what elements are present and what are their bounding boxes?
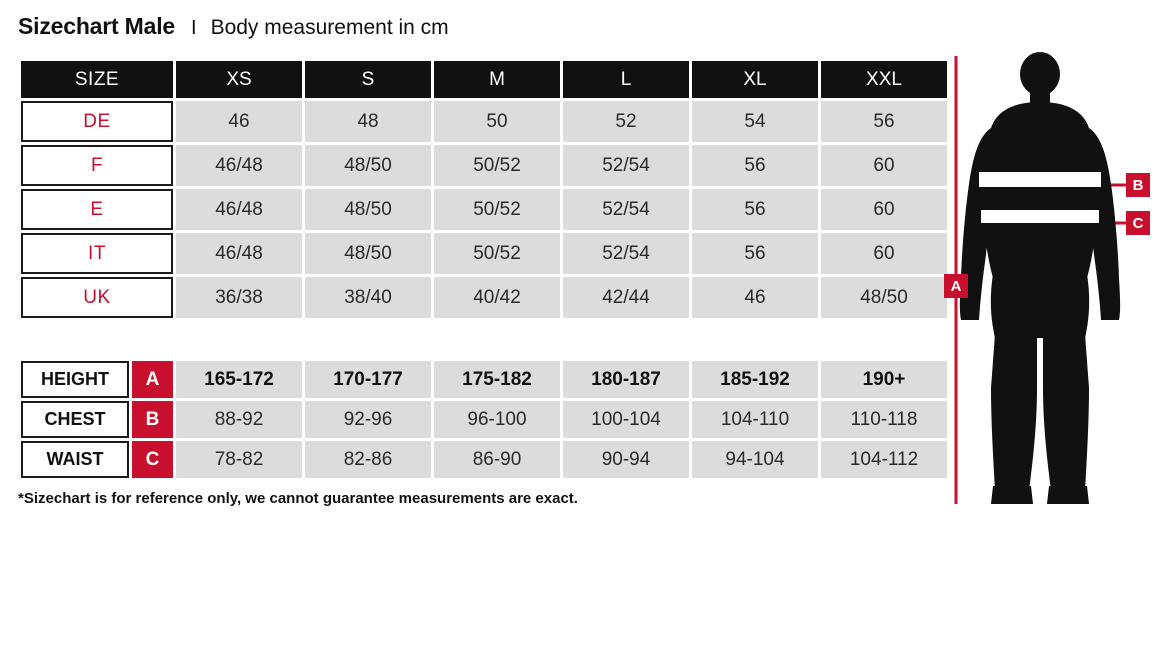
cell-e-xxl: 60: [821, 189, 947, 230]
row-label-f: F: [21, 145, 173, 186]
cell-chest-l: 100-104: [563, 401, 689, 438]
cell-waist-l: 90-94: [563, 441, 689, 478]
cell-height-xl: 185-192: [692, 361, 818, 398]
row-label-it: IT: [21, 233, 173, 274]
table-row: [21, 189, 947, 230]
body-figure: [935, 52, 1160, 522]
cell-uk-l: 42/44: [563, 277, 689, 318]
cell-f-xs: 46/48: [176, 145, 302, 186]
cell-height-xxl: 190+: [821, 361, 947, 398]
page-title-main: Sizechart Male: [18, 13, 175, 39]
table-row: [21, 277, 947, 318]
cell-it-s: 48/50: [305, 233, 431, 274]
measure-label-text: WAIST: [21, 441, 129, 478]
cell-waist-xl: 94-104: [692, 441, 818, 478]
cell-height-s: 170-177: [305, 361, 431, 398]
header-size-l: L: [563, 61, 689, 98]
measure-label-group: [21, 361, 173, 398]
cell-it-l: 52/54: [563, 233, 689, 274]
row-label-uk: UK: [21, 277, 173, 318]
cell-e-m: 50/52: [434, 189, 560, 230]
table-header-row: [21, 61, 947, 98]
cell-it-xl: 56: [692, 233, 818, 274]
measure-badge-a: A: [132, 361, 173, 398]
cell-chest-xs: 88-92: [176, 401, 302, 438]
page-title-subtitle: Body measurement in cm: [210, 16, 449, 39]
figure-marker-a: A: [944, 274, 968, 298]
cell-e-xs: 46/48: [176, 189, 302, 230]
male-body-silhouette-icon: [935, 52, 1160, 522]
row-label-waist: [21, 441, 173, 478]
cell-de-s: 48: [305, 101, 431, 142]
cell-height-xs: 165-172: [176, 361, 302, 398]
cell-uk-xl: 46: [692, 277, 818, 318]
cell-height-m: 175-182: [434, 361, 560, 398]
cell-e-s: 48/50: [305, 189, 431, 230]
cell-it-m: 50/52: [434, 233, 560, 274]
spacer-cell: [21, 321, 947, 358]
cell-e-xl: 56: [692, 189, 818, 230]
figure-marker-b: B: [1126, 173, 1150, 197]
cell-f-l: 52/54: [563, 145, 689, 186]
figure-marker-c: C: [1126, 211, 1150, 235]
header-size-s: S: [305, 61, 431, 98]
row-label-de: DE: [21, 101, 173, 142]
table-row: [21, 145, 947, 186]
cell-uk-xxl: 48/50: [821, 277, 947, 318]
cell-chest-xxl: 110-118: [821, 401, 947, 438]
header-size-xs: XS: [176, 61, 302, 98]
measure-label-text: HEIGHT: [21, 361, 129, 398]
row-label-chest: [21, 401, 173, 438]
header-size-m: M: [434, 61, 560, 98]
cell-chest-m: 96-100: [434, 401, 560, 438]
cell-f-xl: 56: [692, 145, 818, 186]
cell-uk-m: 40/42: [434, 277, 560, 318]
cell-chest-s: 92-96: [305, 401, 431, 438]
cell-f-m: 50/52: [434, 145, 560, 186]
cell-uk-xs: 36/38: [176, 277, 302, 318]
measure-label-group: [21, 441, 173, 478]
cell-uk-s: 38/40: [305, 277, 431, 318]
page-title-separator: I: [191, 17, 197, 39]
row-label-height: [21, 361, 173, 398]
table-row: [21, 101, 947, 142]
cell-it-xxl: 60: [821, 233, 947, 274]
page-title: [18, 13, 449, 40]
cell-e-l: 52/54: [563, 189, 689, 230]
footnote: *Sizechart is for reference only, we cannot guarantee measurements are exact.: [18, 490, 578, 507]
cell-waist-xxl: 104-112: [821, 441, 947, 478]
measure-badge-c: C: [132, 441, 173, 478]
cell-waist-xs: 78-82: [176, 441, 302, 478]
measure-badge-b: B: [132, 401, 173, 438]
row-label-e: E: [21, 189, 173, 230]
header-size-xxl: XXL: [821, 61, 947, 98]
cell-de-l: 52: [563, 101, 689, 142]
sizechart-table: [18, 58, 950, 481]
cell-f-xxl: 60: [821, 145, 947, 186]
cell-waist-s: 82-86: [305, 441, 431, 478]
measure-label-group: [21, 401, 173, 438]
table-row: [21, 233, 947, 274]
cell-de-xl: 54: [692, 101, 818, 142]
table-row: [21, 401, 947, 438]
cell-waist-m: 86-90: [434, 441, 560, 478]
sizechart-table-wrap: [18, 58, 931, 481]
header-size-xl: XL: [692, 61, 818, 98]
table-row: [21, 361, 947, 398]
measure-label-text: CHEST: [21, 401, 129, 438]
table-section-spacer: [21, 321, 947, 358]
cell-it-xs: 46/48: [176, 233, 302, 274]
cell-height-l: 180-187: [563, 361, 689, 398]
cell-de-xs: 46: [176, 101, 302, 142]
cell-de-m: 50: [434, 101, 560, 142]
header-size-label: SIZE: [21, 61, 173, 98]
cell-de-xxl: 56: [821, 101, 947, 142]
cell-f-s: 48/50: [305, 145, 431, 186]
table-row: [21, 441, 947, 478]
cell-chest-xl: 104-110: [692, 401, 818, 438]
